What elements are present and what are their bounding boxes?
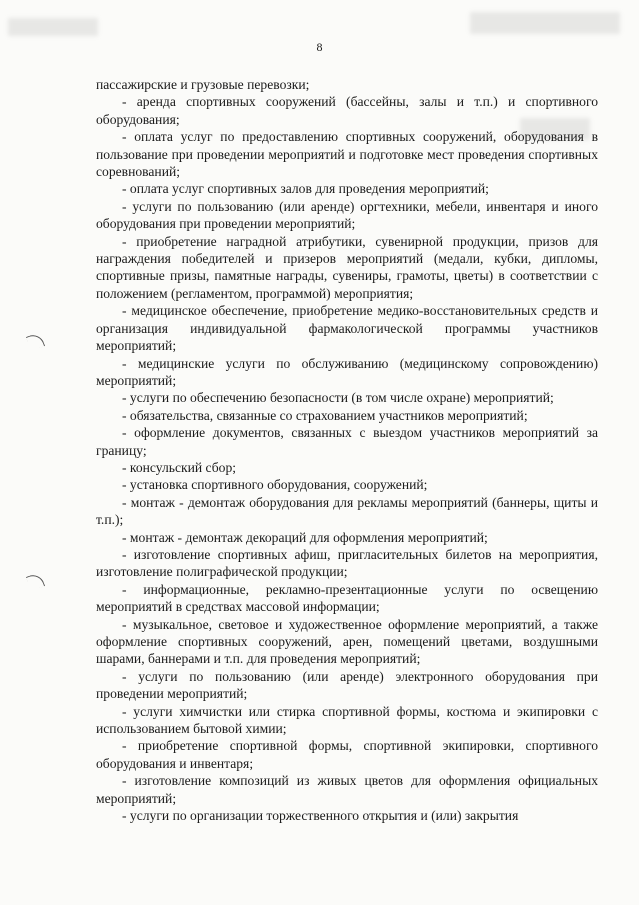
paragraph: - изготовление спортивных афиш, пригласительных билетов на мероприятия, изготовление полиграфической продукции; (96, 546, 598, 580)
scan-smudge (470, 12, 620, 34)
paragraph: - консульский сбор; (122, 459, 237, 475)
document-body (96, 76, 598, 824)
margin-mark (26, 572, 45, 591)
paragraph: - музыкальное, световое и художественное оформление мероприятий, а также оформление спортивных сооружений, арен, помещений цветами, воздушными шарами, баннерами и т.п. для проведения мероприятий; (96, 616, 598, 667)
paragraph: - услуги по организации торжественного открытия и (или) закрытия (122, 808, 519, 824)
paragraph: - медицинские услуги по обслуживанию (медицинскому сопровождению) мероприятий; (96, 355, 598, 388)
paragraph: - аренда спортивных сооружений (бассейны, залы и т.п.) и спортивного оборудования; (96, 94, 598, 127)
paragraph: - услуги по обеспечению безопасности (в том числе охране) мероприятий; (122, 390, 554, 406)
scan-smudge (8, 18, 98, 36)
paragraph: - услуги химчистки или стирка спортивной формы, костюма и экипировки с использованием бытовой химии; (96, 703, 598, 737)
paragraph: - оплата услуг спортивных залов для проведения мероприятий; (122, 181, 489, 197)
paragraph: - оплата услуг по предоставлению спортивных сооружений, оборудования в пользование при проведении мероприятий и подготовке мест проведения спортивных соревнований; (96, 129, 598, 180)
page-number: 8 (316, 40, 323, 54)
paragraph: - оформление документов, связанных с выездом участников мероприятий за границу; (96, 425, 598, 458)
paragraph: - приобретение спортивной формы, спортивной экипировки, спортивного оборудования и инвентаря; (96, 738, 598, 771)
paragraph: - установка спортивного оборудования, сооружений; (122, 477, 428, 493)
paragraph: - изготовление композиций из живых цветов для оформления официальных мероприятий; (96, 773, 598, 806)
paragraph: - обязательства, связанные со страхованием участников мероприятий; (122, 407, 528, 423)
paragraph: - монтаж - демонтаж оборудования для рекламы мероприятий (баннеры, щиты и т.п.); (96, 494, 598, 528)
margin-mark (26, 332, 45, 351)
paragraph: - информационные, рекламно-презентационные услуги по освещению мероприятий в средствах массовой информации; (96, 581, 598, 615)
paragraph: - услуги по пользованию (или аренде) оргтехники, мебели, инвентаря и иного оборудования при проведении мероприятий; (96, 198, 598, 232)
paragraph: - приобретение наградной атрибутики, сувенирной продукции, призов для награждения победителей и призеров мероприятий (медали, кубки, дипломы, спортивные призы, памятные награды, сувениры, грамоты, цветы) в соответствии с положением (регламентом, программой) мероприятия; (96, 233, 598, 301)
paragraph: - услуги по пользованию (или аренде) электронного оборудования при проведении мероприятий; (96, 668, 598, 702)
paragraph: - монтаж - демонтаж декораций для оформления мероприятий; (122, 529, 488, 545)
paragraph: пассажирские и грузовые перевозки; (96, 77, 310, 92)
paragraph: - медицинское обеспечение, приобретение медико-восстановительных средств и организация индивидуальной фармакологической программы участников мероприятий; (96, 303, 598, 354)
